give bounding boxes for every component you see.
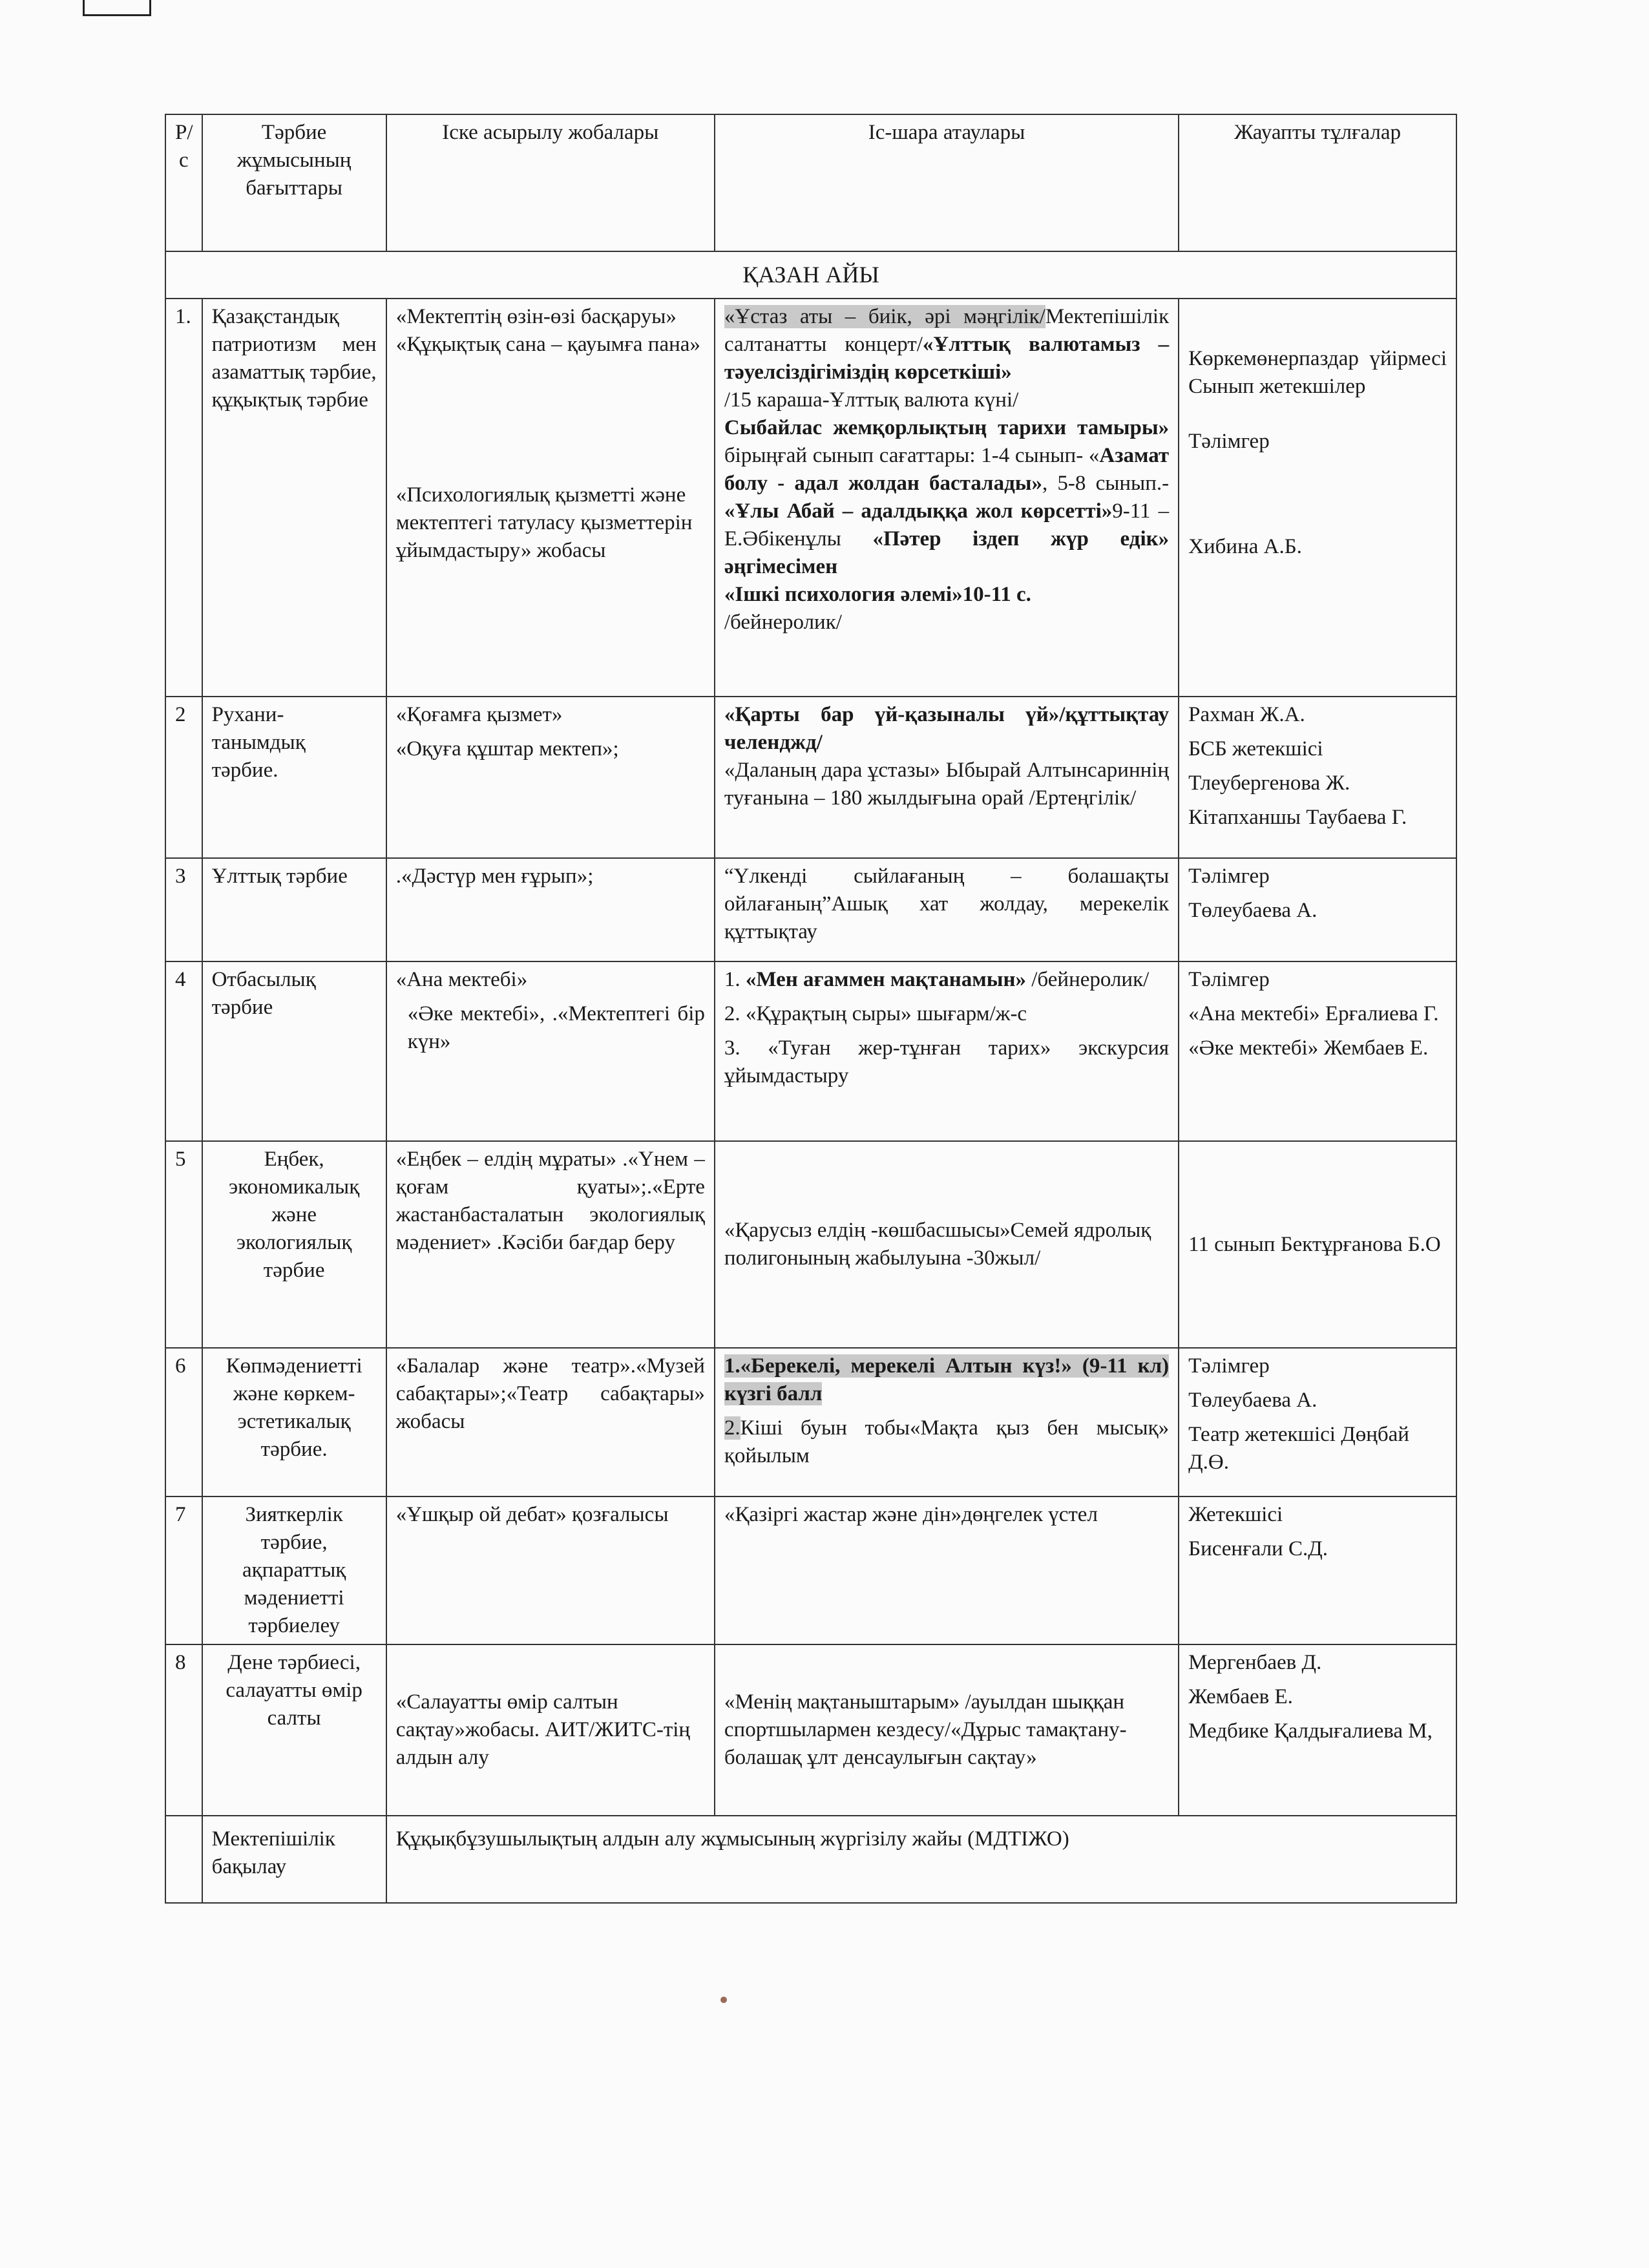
responsible-item: Медбике Қалдығалиева М,: [1188, 1719, 1433, 1743]
row-responsible: [1179, 961, 1456, 1141]
activity-text: «Ұстаз аты – биік, әрі мәңгілік/: [724, 305, 1045, 328]
responsible-item: Рахман Ж.А.: [1188, 703, 1305, 726]
activity-text: Мектепішілік салтанатты концерт/: [724, 305, 1170, 356]
activity-text: 1.: [724, 968, 746, 991]
row-projects: [386, 299, 715, 697]
row-direction: Дене тәрбиесі, салауатты өмір салты: [202, 1644, 386, 1816]
activity-text: Азамат болу - адал жолдан басталады»: [724, 444, 1170, 495]
project-item: «Ана мектебі»: [395, 968, 528, 991]
responsible-item: «Ана мектебі» Ерғалиева Г.: [1188, 1002, 1439, 1025]
responsible-item: Мергенбаев Д.: [1188, 1651, 1322, 1674]
project-item: .«Дәстүр мен ғұрып»;: [395, 865, 594, 888]
row-responsible: [1179, 858, 1456, 961]
row-direction: Отбасылық тәрбие: [202, 961, 386, 1141]
project-item: «Әке мектебі», .«Мектептегі бір күн»: [407, 1002, 705, 1053]
row-projects: [386, 1496, 715, 1644]
footer-label: Мектепішілік бақылау: [202, 1816, 386, 1903]
footer-row: [165, 1816, 1456, 1903]
responsible-item: Тәлімгер: [1188, 1354, 1270, 1378]
row-number: 3: [165, 858, 202, 961]
responsible-item: Бисенғали С.Д.: [1188, 1537, 1328, 1560]
activity-text: «Менің мақтаныштарым» /ауылдан шыққан спортшылармен кездесу/«Дұрыс тамақтану-болашақ ұлт денсаулығын сақтау»: [724, 1690, 1127, 1769]
project-item: «Балалар және театр».«Музей сабақтары»;«Театр сабақтары» жобасы: [395, 1354, 705, 1433]
row-projects: [386, 1644, 715, 1816]
table-row: [165, 858, 1456, 961]
activity-text: /бейнеролик/: [724, 611, 842, 634]
activity-text: Сыбайлас жемқорлықтың тарихи тамыры»: [724, 416, 1170, 439]
activity-text: «Ұлы Абай – адалдыққа жол көрсетті»: [724, 499, 1113, 523]
row-projects: [386, 1141, 715, 1348]
responsible-item: Тлеубергенова Ж.: [1188, 772, 1350, 795]
responsible-item: 11 сынып Бектұрғанова Б.О: [1188, 1232, 1441, 1256]
table-row: [165, 697, 1456, 858]
row-activities: [715, 1496, 1179, 1644]
table-row: [165, 1496, 1456, 1644]
responsible-item: Хибина А.Б.: [1188, 535, 1302, 558]
activity-text: 9-11 – Е.Әбікенұлы: [724, 499, 1170, 551]
table-row: [165, 1141, 1456, 1348]
activity-text: “Үлкенді сыйлағаның – болашақты ойлағаның”Ашық хат жолдау, мерекелік құттықтау: [724, 865, 1170, 943]
responsible-item: БСБ жетекшісі: [1188, 737, 1323, 761]
project-item: «Салауатты өмір салтын сақтау»жобасы. АИТ/ЖИТС-тің алдын алу: [395, 1690, 691, 1769]
header-projects: Іске асырылу жобалары: [386, 114, 715, 251]
row-direction: Қазақстандық патриотизм мен азаматтық тәрбие, құқықтық тәрбие: [202, 299, 386, 697]
responsible-item: Жембаев Е.: [1188, 1685, 1293, 1708]
activity-text: бірыңғай сынып сағаттары: 1-4 сынып- «: [724, 444, 1100, 467]
project-item: «Оқуға құштар мектеп»;: [395, 737, 619, 761]
project-item: «Еңбек – елдің мұраты» .«Үнем – қоғам қуаты»;.«Ерте жастанбасталатын экологиялық мәдениет» .Кәсіби бағдар беру: [395, 1148, 705, 1254]
activity-text: 2. «Құрақтың сыры» шығарм/ж-с: [724, 1002, 1027, 1025]
row-number: 1.: [165, 299, 202, 697]
row-activities: [715, 858, 1179, 961]
activity-text: , 5-8 сынып.-: [1042, 472, 1170, 495]
scan-speck: [720, 1997, 727, 2003]
activity-text: /15 караша-Ұлттық валюта күні/: [724, 388, 1019, 412]
responsible-item: Төлеубаева А.: [1188, 899, 1318, 922]
row-direction: Көпмәдениетті және көркем-эстетикалық тәрбие.: [202, 1348, 386, 1496]
activity-text: «Ұлттық валютамыз – тәуелсіздігіміздің көрсеткіші»: [724, 333, 1170, 384]
table-row: [165, 299, 1456, 697]
row-activities: [715, 1141, 1179, 1348]
row-responsible: [1179, 697, 1456, 858]
project-item: «Құқықтық сана – қауымға пана»: [395, 333, 700, 356]
footer-text: Құқықбұзушылықтың алдын алу жұмысының жүргізілу жайы (МДТІЖО): [386, 1816, 1456, 1903]
row-activities: [715, 1348, 1179, 1496]
responsible-item: Жетекшісі: [1188, 1503, 1283, 1526]
project-item: «Ұшқыр ой дебат» қозғалысы: [395, 1503, 669, 1526]
row-activities: [715, 697, 1179, 858]
responsible-item: Тәлімгер: [1188, 968, 1270, 991]
header-direction: Тәрбие жұмысының бағыттары: [202, 114, 386, 251]
table-row: [165, 961, 1456, 1141]
corner-mark: [83, 0, 151, 16]
responsible-item: Көркемөнерпаздар үйірмесі Сынып жетекшілер: [1188, 347, 1447, 398]
responsible-item: Кітапханшы Таубаева Г.: [1188, 806, 1407, 829]
responsible-item: Тәлімгер: [1188, 430, 1270, 453]
activity-text: «Қарусыз елдің -көшбасшысы»Семей ядролық полигонының жабылуына -30жыл/: [724, 1219, 1151, 1270]
activity-text: «Пәтер іздеп жүр едік» әңгімесімен: [724, 527, 1170, 578]
month-title: ҚАЗАН АЙЫ: [165, 251, 1456, 299]
project-item: «Психологиялық қызметті және мектептегі татуласу қызметтерін ұйымдастыру» жобасы: [395, 483, 693, 562]
responsible-item: Тәлімгер: [1188, 865, 1270, 888]
row-number: 7: [165, 1496, 202, 1644]
row-activities: [715, 1644, 1179, 1816]
row-responsible: [1179, 1141, 1456, 1348]
footer-empty: [165, 1816, 202, 1903]
activity-text: «Ішкі психология әлемі»10-11 с.: [724, 583, 1031, 606]
row-direction: Еңбек, экономикалық және экологиялық тәрбие: [202, 1141, 386, 1348]
row-projects: [386, 1348, 715, 1496]
row-projects: [386, 858, 715, 961]
row-responsible: [1179, 299, 1456, 697]
project-item: «Қоғамға қызмет»: [395, 703, 563, 726]
row-direction: Ұлттық тәрбие: [202, 858, 386, 961]
activity-text: 3. «Туған жер-тұнған тарих» экскурсия ұйымдастыру: [724, 1036, 1170, 1087]
activity-text: 1.«Берекелі, мерекелі Алтын күз!» (9-11 кл) күзгі балл: [724, 1354, 1170, 1405]
row-number: 2: [165, 697, 202, 858]
header-activities: Іс-шара атаулары: [715, 114, 1179, 251]
row-responsible: [1179, 1348, 1456, 1496]
month-row: [165, 251, 1456, 299]
activity-text: Кіші буын тобы«Мақта қыз бен мысық» қойылым: [724, 1416, 1170, 1467]
row-direction: Рухани-танымдық тәрбие.: [202, 697, 386, 858]
row-number: 6: [165, 1348, 202, 1496]
table-row: [165, 1348, 1456, 1496]
responsible-item: Төлеубаева А.: [1188, 1389, 1318, 1412]
header-row: [165, 114, 1456, 251]
row-projects: [386, 697, 715, 858]
activity-text: «Қазіргі жастар және дін»дөңгелек үстел: [724, 1503, 1098, 1526]
row-responsible: [1179, 1496, 1456, 1644]
row-direction: Зияткерлік тәрбие, ақпараттық мәдениетті тәрбиелеу: [202, 1496, 386, 1644]
table-row: [165, 1644, 1456, 1816]
row-responsible: [1179, 1644, 1456, 1816]
row-number: 4: [165, 961, 202, 1141]
row-number: 5: [165, 1141, 202, 1348]
activity-text: /бейнеролик/: [1026, 968, 1150, 991]
project-item: «Мектептің өзін-өзі басқаруы»: [395, 305, 677, 328]
plan-table: [165, 114, 1457, 1904]
row-projects: [386, 961, 715, 1141]
row-activities: [715, 961, 1179, 1141]
row-number: 8: [165, 1644, 202, 1816]
activity-text: «Даланың дара ұстазы» Ыбырай Алтынсариннің туғанына – 180 жылдығына орай /Ертеңгілік/: [724, 759, 1170, 810]
responsible-item: Театр жетекшісі Дөңбай Д.Ө.: [1188, 1423, 1409, 1474]
activity-text: «Мен ағаммен мақтанамын»: [745, 968, 1027, 991]
header-no: Р/с: [165, 114, 202, 251]
row-activities: [715, 299, 1179, 697]
plan-sheet: [165, 114, 1457, 1904]
activity-text: «Қарты бар үй-қазыналы үй»/құттықтау челенджд/: [724, 703, 1170, 754]
header-responsible: Жауапты тұлғалар: [1179, 114, 1456, 251]
responsible-item: «Әке мектебі» Жембаев Е.: [1188, 1036, 1429, 1060]
activity-text: 2.: [724, 1416, 740, 1440]
